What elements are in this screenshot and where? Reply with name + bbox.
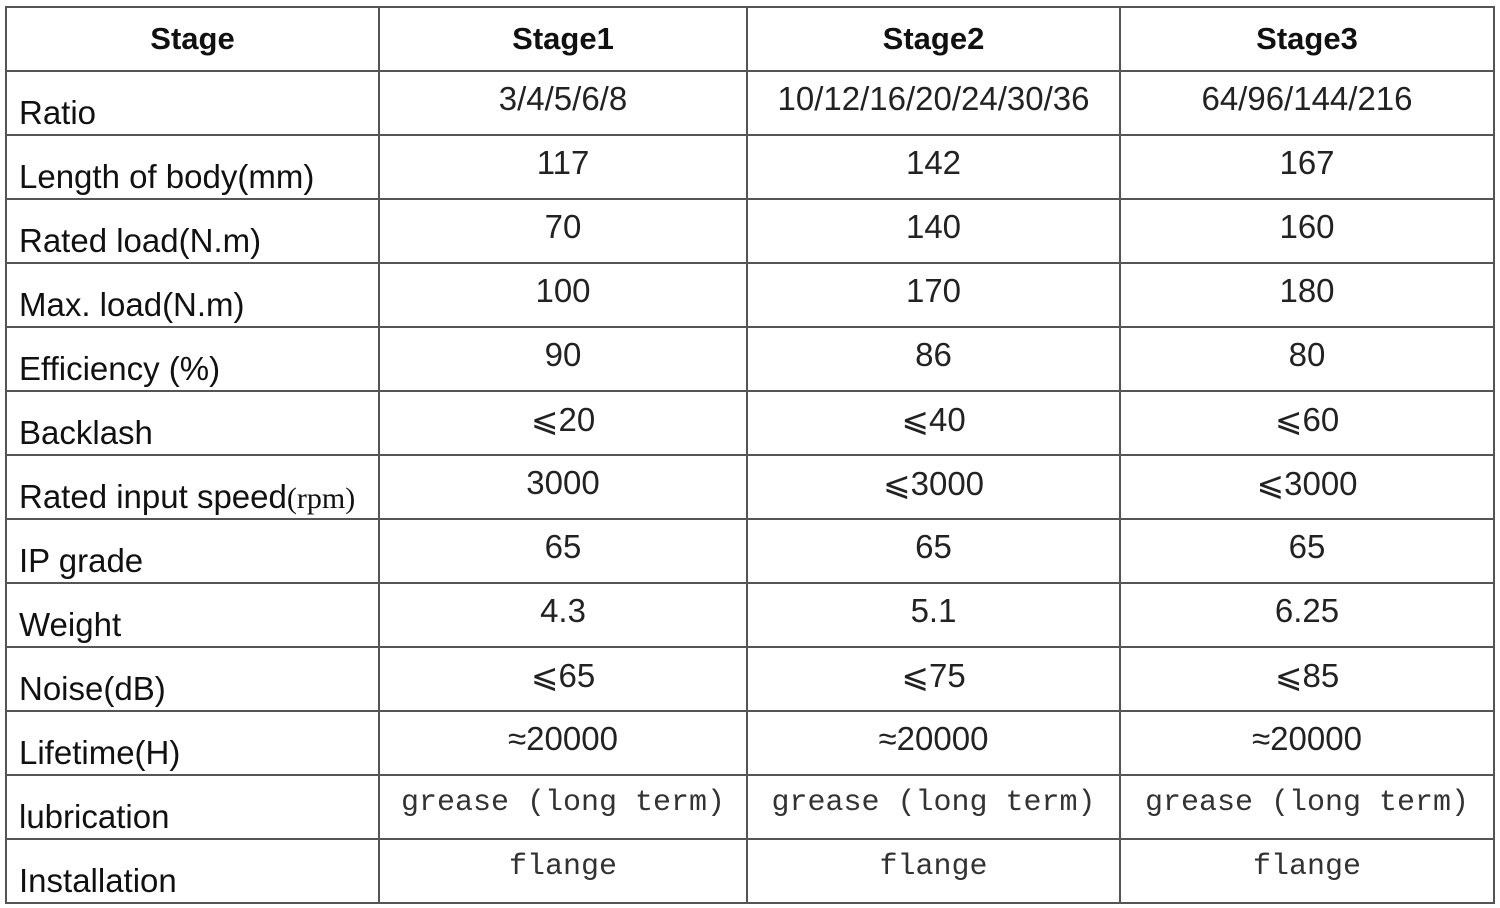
row-label: Installation bbox=[6, 839, 379, 903]
cell-value: ≈20000 bbox=[1120, 711, 1494, 775]
cell-value: 65 bbox=[1120, 519, 1494, 583]
cell-value: flange bbox=[379, 839, 747, 903]
cell-value: ⩽85 bbox=[1120, 647, 1494, 711]
row-label: Backlash bbox=[6, 391, 379, 455]
gearbox-spec-table bbox=[5, 6, 1495, 904]
row-label bbox=[6, 455, 379, 519]
table-row-efficiency bbox=[6, 327, 1494, 391]
row-label-unit: (rpm) bbox=[286, 482, 356, 515]
table-row-length bbox=[6, 135, 1494, 199]
header-stage3: Stage3 bbox=[1120, 7, 1494, 71]
table-row-lifetime bbox=[6, 711, 1494, 775]
table-row-max-load bbox=[6, 263, 1494, 327]
row-label: Rated load(N.m) bbox=[6, 199, 379, 263]
cell-value: 142 bbox=[747, 135, 1120, 199]
table-row-ip-grade bbox=[6, 519, 1494, 583]
row-label: Weight bbox=[6, 583, 379, 647]
header-stage2: Stage2 bbox=[747, 7, 1120, 71]
cell-value: 5.1 bbox=[747, 583, 1120, 647]
row-label: Lifetime(H) bbox=[6, 711, 379, 775]
cell-value: ⩽20 bbox=[379, 391, 747, 455]
cell-value: ⩽60 bbox=[1120, 391, 1494, 455]
cell-value: 64/96/144/216 bbox=[1120, 71, 1494, 135]
cell-value: 100 bbox=[379, 263, 747, 327]
cell-value: flange bbox=[747, 839, 1120, 903]
cell-value: ≈20000 bbox=[379, 711, 747, 775]
cell-value: flange bbox=[1120, 839, 1494, 903]
row-label: Max. load(N.m) bbox=[6, 263, 379, 327]
cell-value: ⩽40 bbox=[747, 391, 1120, 455]
table-row-installation bbox=[6, 839, 1494, 903]
row-label: Noise(dB) bbox=[6, 647, 379, 711]
cell-value: ⩽65 bbox=[379, 647, 747, 711]
cell-value: 160 bbox=[1120, 199, 1494, 263]
table-row-lubrication bbox=[6, 775, 1494, 839]
cell-value: 70 bbox=[379, 199, 747, 263]
cell-value: 3000 bbox=[379, 455, 747, 519]
cell-value: 117 bbox=[379, 135, 747, 199]
cell-value: 10/12/16/20/24/30/36 bbox=[747, 71, 1120, 135]
cell-value: 4.3 bbox=[379, 583, 747, 647]
cell-value: 6.25 bbox=[1120, 583, 1494, 647]
cell-value: ≈20000 bbox=[747, 711, 1120, 775]
table-row-backlash bbox=[6, 391, 1494, 455]
cell-value: ⩽3000 bbox=[1120, 455, 1494, 519]
cell-value: 65 bbox=[747, 519, 1120, 583]
table-header-row bbox=[6, 7, 1494, 71]
table-row-rated-load bbox=[6, 199, 1494, 263]
row-label: Length of body(mm) bbox=[6, 135, 379, 199]
cell-value: grease (long term) bbox=[1120, 775, 1494, 839]
cell-value: 170 bbox=[747, 263, 1120, 327]
cell-value: ⩽75 bbox=[747, 647, 1120, 711]
cell-value: 90 bbox=[379, 327, 747, 391]
table-row-rated-input-speed bbox=[6, 455, 1494, 519]
cell-value: 3/4/5/6/8 bbox=[379, 71, 747, 135]
row-label-text: Rated input speed bbox=[19, 478, 287, 515]
row-label: IP grade bbox=[6, 519, 379, 583]
cell-value: grease (long term) bbox=[379, 775, 747, 839]
cell-value: 86 bbox=[747, 327, 1120, 391]
cell-value: 167 bbox=[1120, 135, 1494, 199]
header-stage: Stage bbox=[6, 7, 379, 71]
row-label: Ratio bbox=[6, 71, 379, 135]
cell-value: 65 bbox=[379, 519, 747, 583]
header-stage1: Stage1 bbox=[379, 7, 747, 71]
cell-value: 80 bbox=[1120, 327, 1494, 391]
row-label: lubrication bbox=[6, 775, 379, 839]
table-row-weight bbox=[6, 583, 1494, 647]
table-row-ratio bbox=[6, 71, 1494, 135]
cell-value: grease (long term) bbox=[747, 775, 1120, 839]
row-label: Efficiency (%) bbox=[6, 327, 379, 391]
cell-value: ⩽3000 bbox=[747, 455, 1120, 519]
cell-value: 180 bbox=[1120, 263, 1494, 327]
cell-value: 140 bbox=[747, 199, 1120, 263]
table-row-noise bbox=[6, 647, 1494, 711]
